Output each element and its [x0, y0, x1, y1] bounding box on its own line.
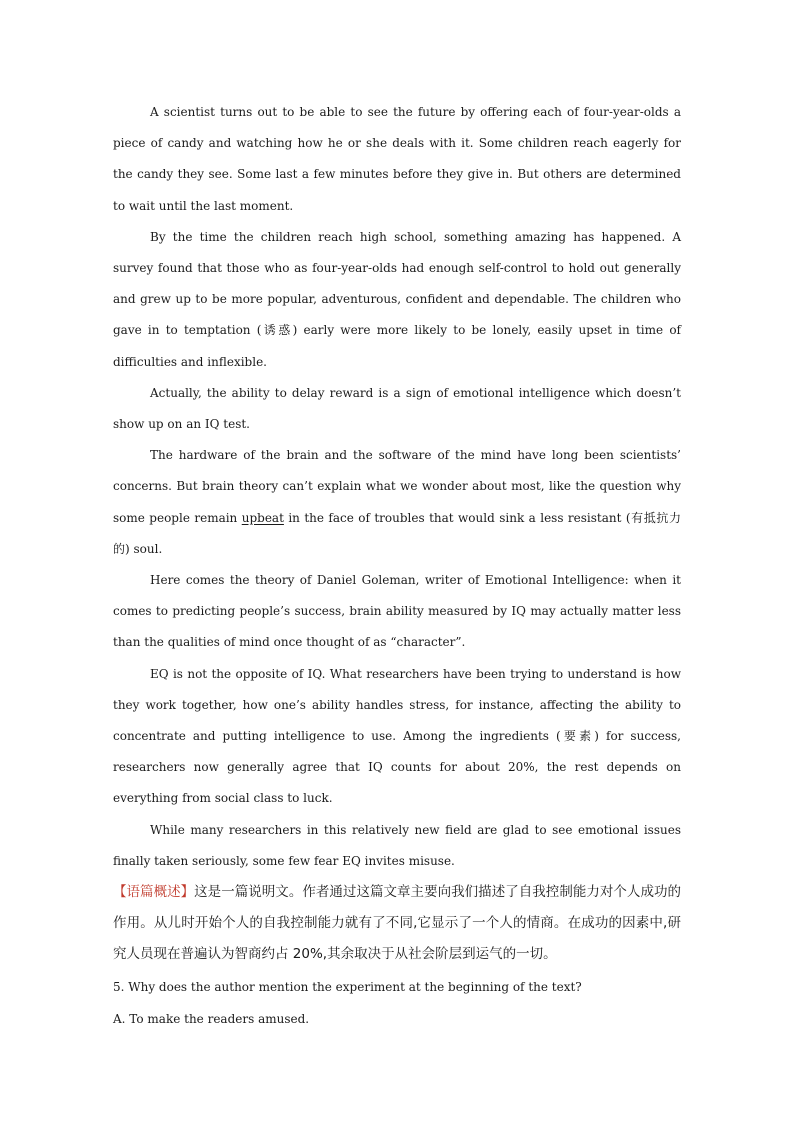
- document-page: [113, 97, 681, 1035]
- question-5: 5. Why does the author mention the experiment at the beginning of the text?: [113, 979, 582, 994]
- passage-summary: [113, 877, 681, 971]
- paragraph-6: EQ is not the opposite of IQ. What researchers have been trying to understand is how they work together, how one’s ability handles stress, for instance, affecting the ability to concentrate and putting intelligence to use. Among the ingredients (要素) for success, researchers now generally agree that IQ counts for about 20%, the rest depends on everything from social class to luck.: [113, 666, 681, 806]
- paragraph-4-text-before: The hardware of the brain and the software of the mind have long been scientists’ concerns. But brain theory can’t explain what we wonder about most, like the question why some people remain: [113, 448, 681, 525]
- paragraph-4: [113, 440, 681, 565]
- paragraph-5: Here comes the theory of Daniel Goleman, writer of Emotional Intelligence: when it comes to predicting people’s success, brain ability measured by IQ may actually matter less than the qualities of mind once thought of as “character”.: [113, 573, 681, 650]
- summary-text: 这是一篇说明文。作者通过这篇文章主要向我们描述了自我控制能力对个人成功的作用。从儿时开始个人的自我控制能力就有了不同,它显示了一个人的情商。在成功的因素中,研究人员现在普遍认为智商约占 20%,其余取决于从社会阶层到运气的一切。: [113, 884, 682, 963]
- underlined-word-upbeat: upbeat: [241, 510, 284, 525]
- paragraph-1: A scientist turns out to be able to see the future by offering each of four-year-olds a piece of candy and watching how he or she deals with it. Some children reach eagerly for the candy they see. Some last a few minutes before they give in. But others are determined to wait until the last moment.: [113, 105, 681, 213]
- paragraph-2: By the time the children reach high school, something amazing has happened. A survey found that those who as four-year-olds had enough self-control to hold out generally and grew up to be more popular, adventurous, confident and dependable. The children who gave in to temptation (诱惑) early were more likely to be lonely, easily upset in time of difficulties and inflexible.: [113, 229, 681, 369]
- paragraph-4-text-after: in the face of troubles that would sink a less resistant (有抵抗力的) soul.: [113, 510, 682, 556]
- paragraph-7: While many researchers in this relatively new field are glad to see emotional issues finally taken seriously, some few fear EQ invites misuse.: [113, 822, 681, 868]
- option-a: A. To make the readers amused.: [113, 1011, 310, 1026]
- summary-tag: 【语篇概述】: [113, 884, 195, 901]
- paragraph-3: Actually, the ability to delay reward is a sign of emotional intelligence which doesn’t show up on an IQ test.: [113, 385, 681, 432]
